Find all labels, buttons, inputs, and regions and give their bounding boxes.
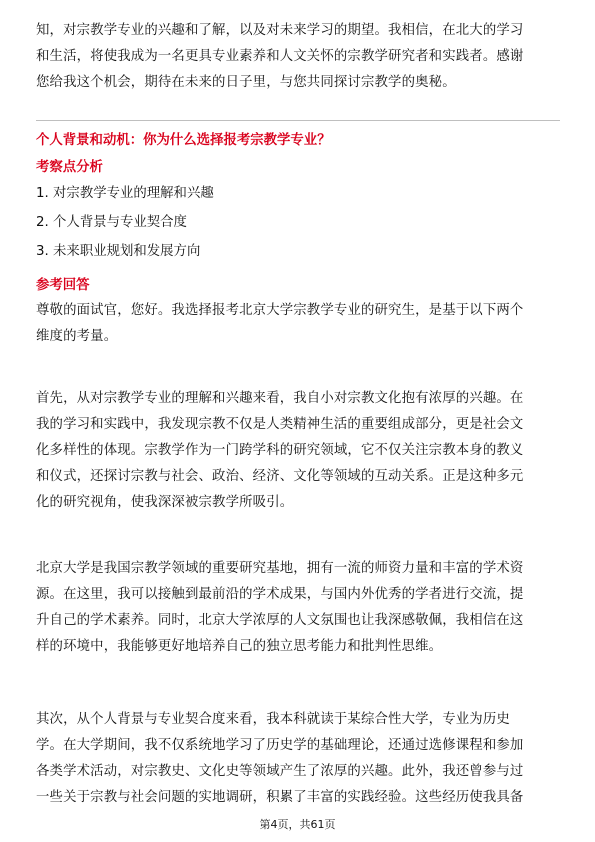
text-line: 化的研究视角，使我深深被宗教学所吸引。 (36, 495, 294, 510)
text-line: 尊敬的面试官，您好。我选择报考北京大学宗教学专业的研究生，是基于以下两个 (36, 303, 524, 318)
text-line: 您给我这个机会，期待在未来的日子里，与您共同探讨宗教学的奥秘。 (36, 75, 456, 90)
analysis-heading: 考察点分析 (36, 160, 103, 175)
text-line: 我的学习和实践中，我发现宗教不仅是人类精神生活的重要组成部分，更是社会文 (36, 417, 524, 432)
answer-heading: 参考回答 (36, 278, 90, 293)
text-line: 一些关于宗教与社会问题的实地调研，积累了丰富的实践经验。这些经历使我具备 (36, 790, 524, 805)
answer-paragraph (36, 556, 560, 660)
answer-paragraph (36, 298, 560, 350)
text-line: 和生活，将使我成为一名更具专业素养和人文关怀的宗教学研究者和实践者。感谢 (36, 49, 524, 64)
text-line: 和仪式，还探讨宗教与社会、政治、经济、文化等领域的互动关系。正是这种多元 (36, 469, 524, 484)
text-line: 首先，从对宗教学专业的理解和兴趣来看，我自小对宗教文化抱有浓厚的兴趣。在 (36, 391, 524, 406)
text-line: 源。在这里，我可以接触到最前沿的学术成果，与国内外优秀的学者进行交流，提 (36, 587, 524, 602)
answer-paragraph (36, 386, 560, 516)
text-line: 学。在大学期间，我不仅系统地学习了历史学的基础理论，还通过选修课程和参加 (36, 738, 524, 753)
text-line: 北京大学是我国宗教学领域的重要研究基地，拥有一流的师资力量和丰富的学术资 (36, 561, 524, 576)
page-number: 第4页，共61页 (259, 818, 336, 831)
analysis-point: 2. 个人背景与专业契合度 (36, 215, 187, 230)
analysis-point: 1. 对宗教学专业的理解和兴趣 (36, 186, 214, 201)
text-line: 各类学术活动，对宗教史、文化史等领域产生了浓厚的兴趣。此外，我还曾参与过 (36, 764, 524, 779)
text-line: 知，对宗教学专业的兴趣和了解，以及对未来学习的期望。我相信，在北大的学习 (36, 23, 524, 38)
text-line: 维度的考量。 (36, 329, 118, 344)
answer-paragraph (36, 707, 560, 811)
text-line: 样的环境中，我能够更好地培养自己的独立思考能力和批判性思维。 (36, 639, 443, 654)
intro-paragraph (36, 18, 560, 96)
text-line: 升自己的学术素养。同时，北京大学浓厚的人文氛围也让我深感敬佩，我相信在这 (36, 613, 524, 628)
text-line: 其次，从个人背景与专业契合度来看，我本科就读于某综合性大学，专业为历史 (36, 712, 510, 727)
text-line: 化多样性的体现。宗教学作为一门跨学科的研究领域，它不仅关注宗教本身的教义 (36, 443, 524, 458)
analysis-point: 3. 未来职业规划和发展方向 (36, 244, 201, 259)
question-title: 个人背景和动机：你为什么选择报考宗教学专业？ (36, 133, 331, 148)
section-divider (36, 120, 560, 121)
